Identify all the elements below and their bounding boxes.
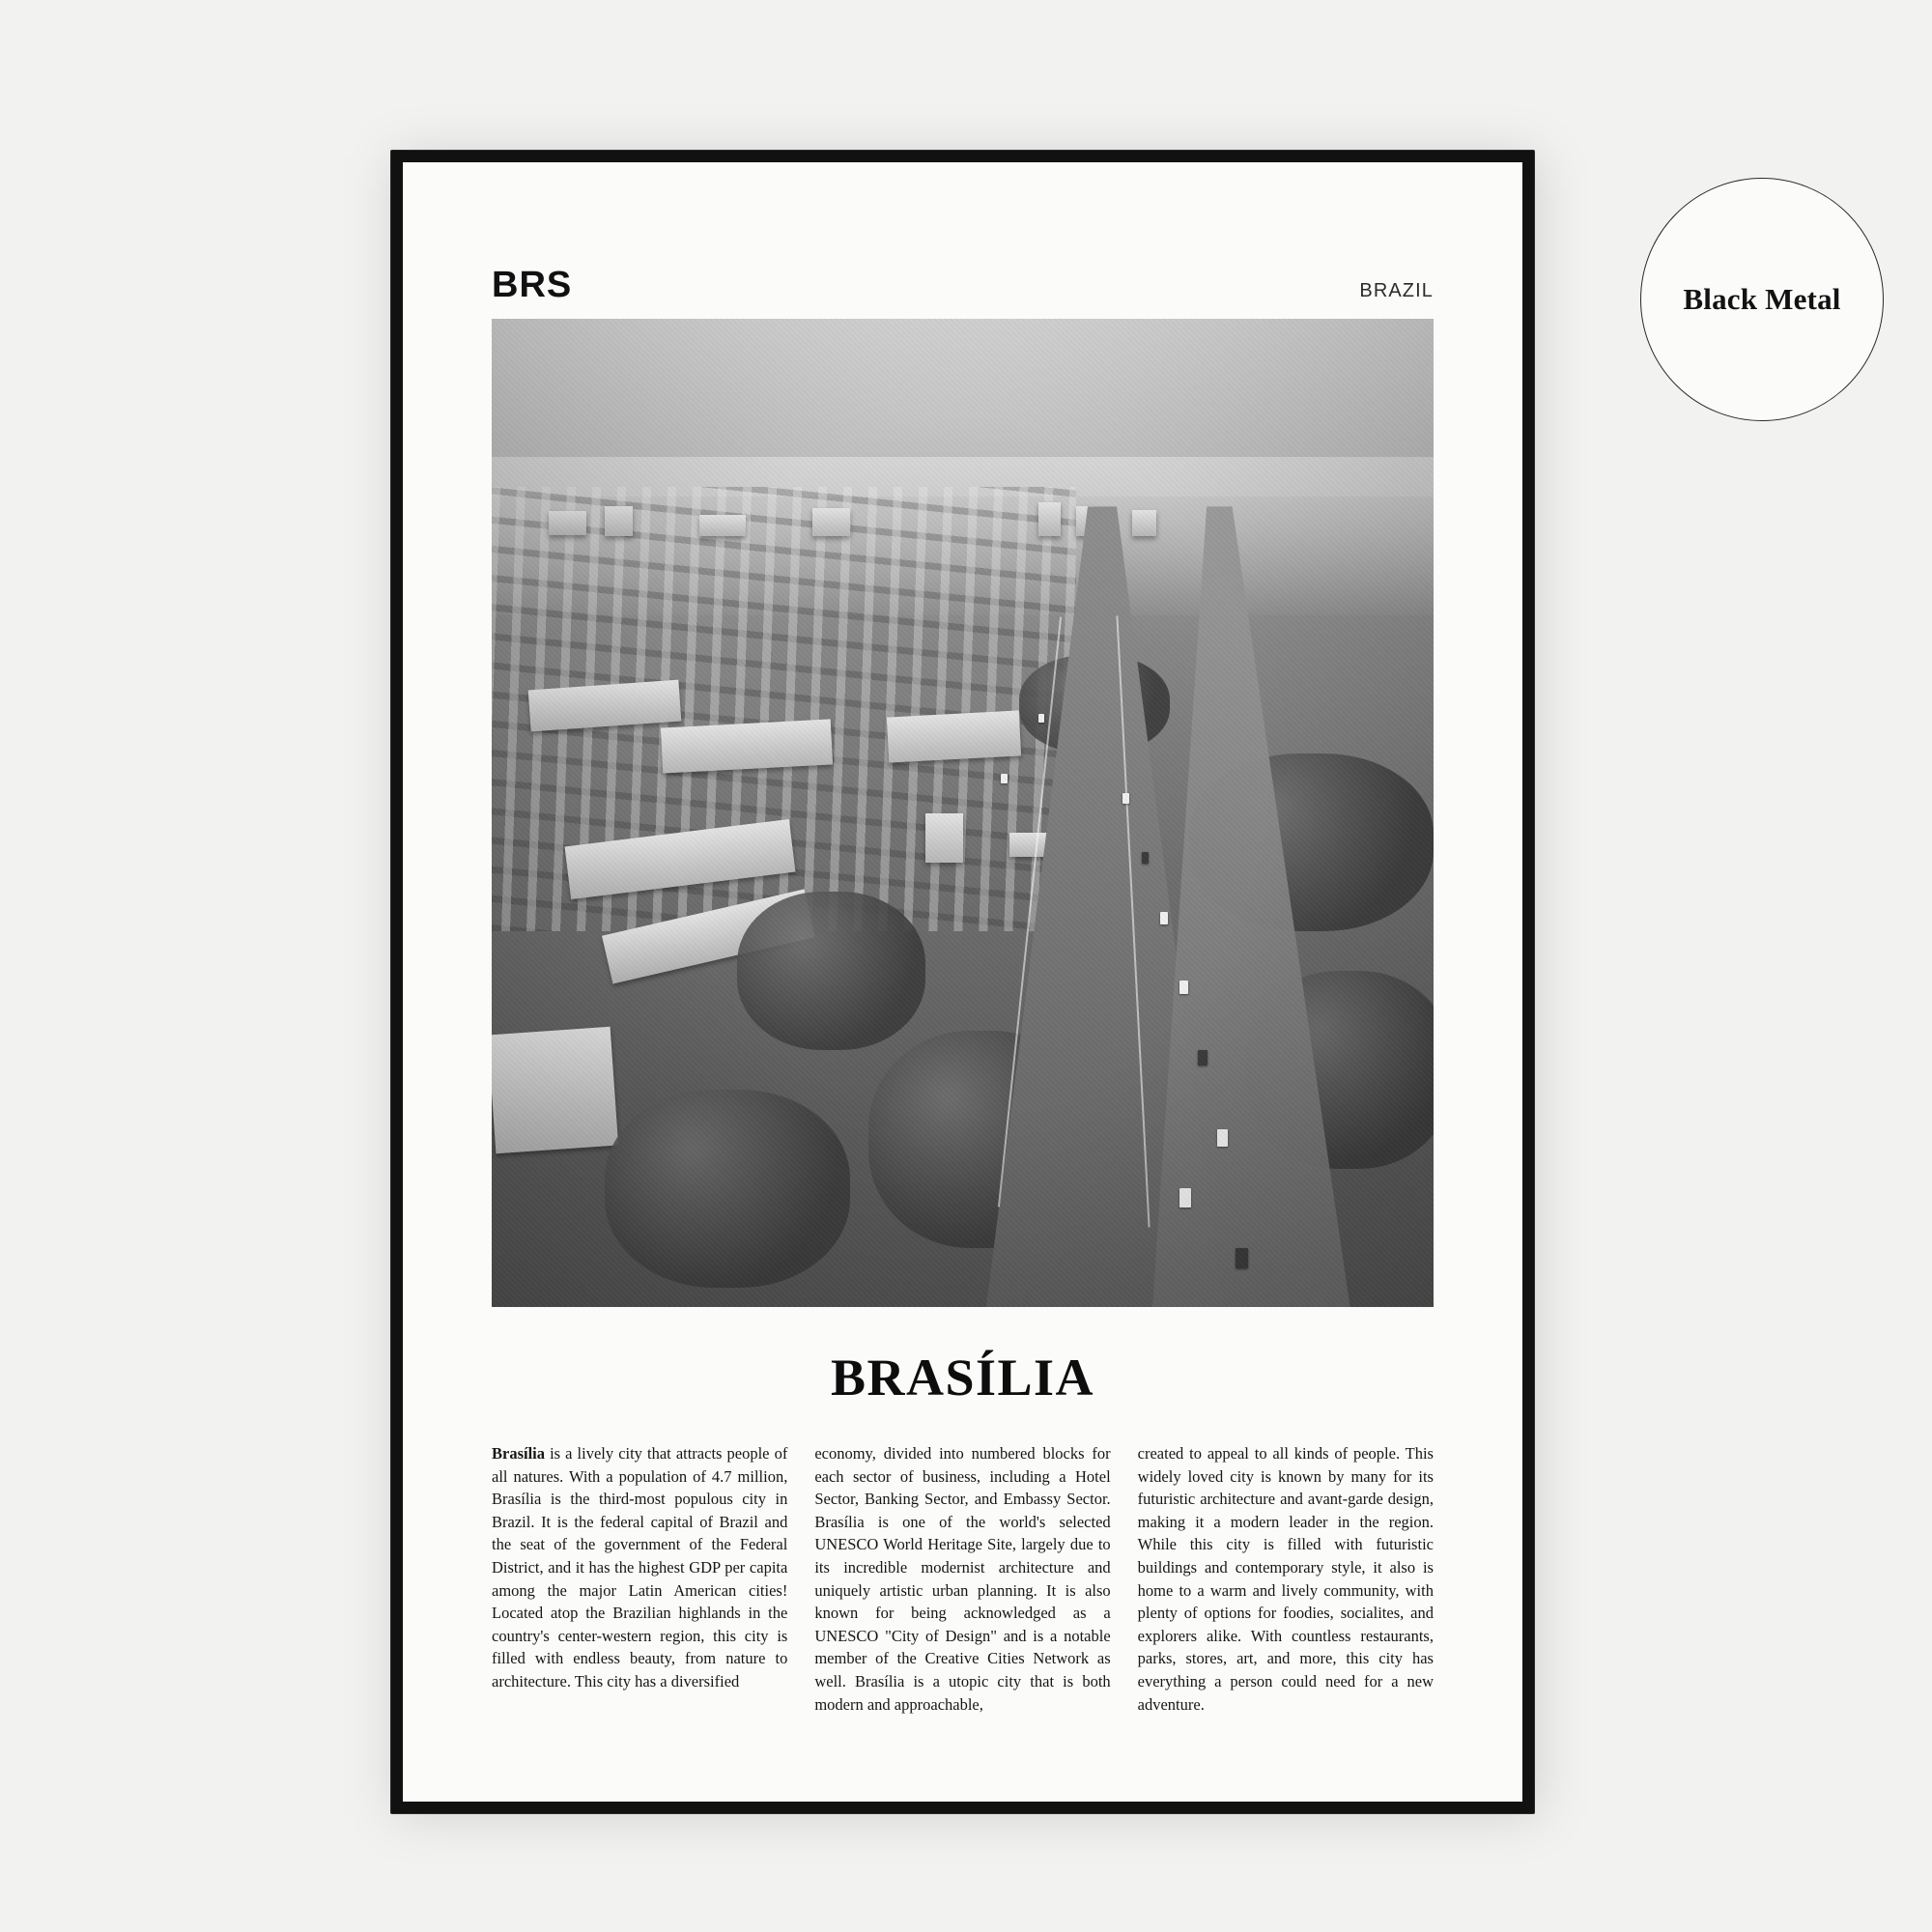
material-badge-label: Black Metal (1683, 282, 1841, 316)
poster-body (492, 1442, 1434, 1716)
poster-photo (492, 319, 1434, 1307)
page-title: BRASÍLIA (830, 1349, 1095, 1406)
body-column-3: created to appeal to all kinds of people. This widely loved city is known by many for its futuristic architecture and avant-garde design, making it a modern leader in the region. While this city is filled with futuristic buildings and contemporary style, it also is home to a warm and lively community, with plenty of options for foodies, socialites, and explorers alike. With countless restaurants, parks, stores, art, and more, this city has everything a person could need for a new adventure. (1137, 1444, 1434, 1714)
material-badge (1640, 178, 1884, 421)
poster-header (492, 267, 1434, 303)
poster (403, 162, 1522, 1802)
country-label: BRAZIL (1359, 280, 1434, 301)
airport-code: BRS (492, 265, 573, 305)
photo-vignette (492, 319, 1434, 1307)
body-column-1: Brasília is a lively city that attracts people of all natures. With a population of 4.7 million, Brasília is the third-most populous city in Brazil. It is the federal capital of Brazil and the seat of the government of the Federal District, and it has the highest GDP per capita among the major Latin American cities! Located atop the Brazilian highlands in the country's center-western region, this city is filled with endless beauty, from nature to architecture. This city has a diversified (492, 1444, 788, 1690)
body-column-2: economy, divided into numbered blocks for each sector of business, including a Hotel Sector, Banking Sector, and Embassy Sector. Brasília is one of the world's selected UNESCO World Heritage Site, largely due to its incredible modernist architecture and uniquely artistic urban planning. It is also known for being acknowledged as a UNESCO "City of Design" and is a notable member of the Creative Cities Network as well. Brasília is a utopic city that is both modern and approachable, (814, 1444, 1111, 1714)
